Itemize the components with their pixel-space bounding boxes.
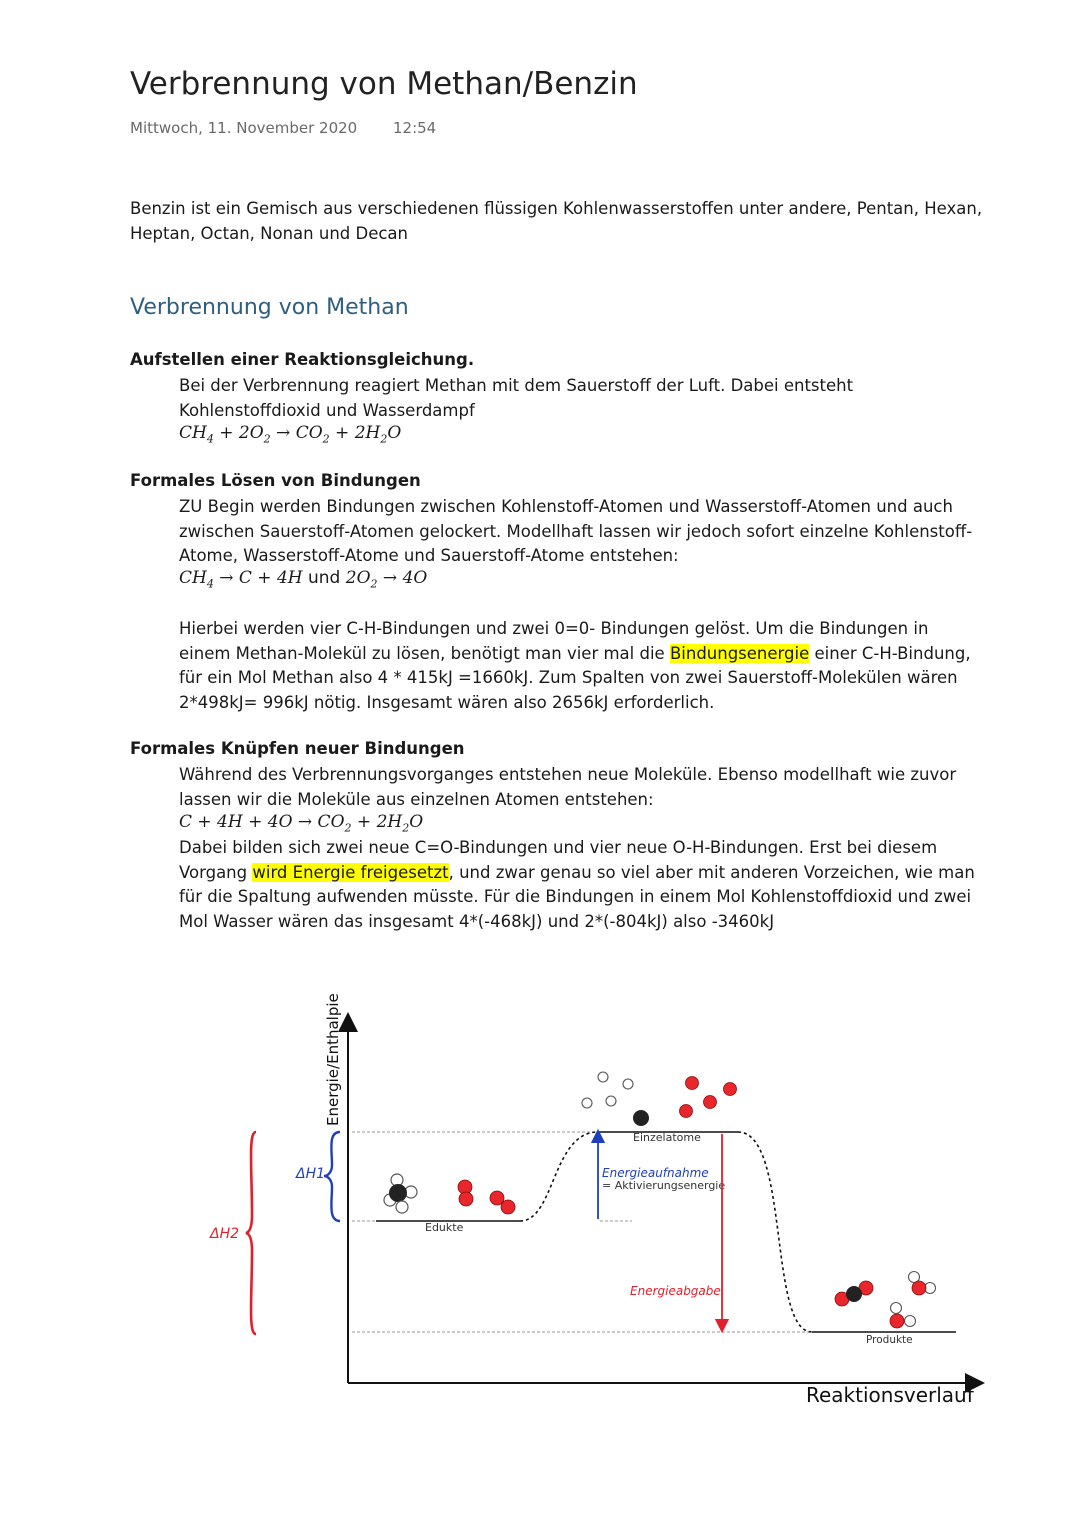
equation-splitting: $CH_4 \to C + 4H$ und $2O_2 \to 4O$: [179, 568, 428, 591]
dh1-label: ΔH1: [296, 1166, 326, 1182]
edukte-label: Edukte: [425, 1221, 464, 1234]
loesen-text: ZU Begin werden Bindungen zwischen Kohlenstoff-Atomen und Wasserstoff-Atomen und auch zwischen Sauerstoff-Atomen gelockert. Modellhaft lassen wir jedoch sofort einzelne Kohlenstoff-Atome, Wasserstoff-Atome und Sauerstoff-Atome entstehen:: [179, 497, 973, 565]
dh2-brace: [246, 1132, 256, 1334]
equation-forming: $C + 4H + 4O \to CO_2 + 2H_2O$: [179, 812, 424, 835]
energieaufnahme-label: Energieaufnahme: [602, 1166, 709, 1180]
dh1-brace: [324, 1132, 340, 1221]
knuepfen-energy-text: Dabei bilden sich zwei neue C=O-Bindungen und vier neue O-H-Bindungen. Erst bei diesem Vorgang wird Energie freigesetzt, und zwar genau so viel aber mit anderen Vorzeichen, wie man für die Spaltung aufwenden müsste. Für die Bindungen in einem Mol Kohlenstoffdioxid und zwei Mol Wasser wären das insgesamt 4*(-468kJ) und 2*(-804kJ) also -3460kJ: [179, 838, 975, 931]
loesen-energy-text: Hierbei werden vier C-H-Bindungen und zwei 0=0- Bindungen gelöst. Um die Bindungen in einem Methan-Molekül zu lösen, benötigt man vier mal die Bindungsenergie einer C-H-Bindung, für ein Mol Methan also 4 * 415kJ =1660kJ. Zum Spalten von zwei Sauerstoff-Molekülen wären 2*498kJ= 996kJ nötig. Insgesamt wären also 2656kJ erforderlich.: [179, 619, 971, 712]
water-molecule: [909, 1272, 936, 1296]
note-date: Mittwoch, 11. November 2020: [130, 119, 358, 137]
section-title: Verbrennung von Methan: [130, 295, 409, 320]
knuepfen-text: Während des Verbrennungsvorganges entstehen neue Moleküle. Ebenso modellhaft wie zuvor lassen wir die Moleküle aus einzelnen Atomen entstehen:: [179, 765, 957, 809]
hydrogen-atoms: [582, 1072, 633, 1108]
dh2-label: ΔH2: [210, 1226, 240, 1242]
highlight-energie-freigesetzt: wird Energie freigesetzt: [252, 862, 449, 882]
transition-curve-up: [520, 1132, 598, 1221]
y-axis-label: Energie/Enthalpie: [324, 993, 342, 1126]
water-molecule: [890, 1303, 916, 1329]
heading-loesen: Formales Lösen von Bindungen: [130, 471, 421, 490]
reaktionsgleichung-text: Bei der Verbrennung reagiert Methan mit dem Sauerstoff der Luft. Dabei entsteht Kohlenstoffdioxid und Wasserdampf: [179, 376, 854, 420]
intro-paragraph: Benzin ist ein Gemisch aus verschiedenen flüssigen Kohlenwasserstoffen unter andere, Pentan, Hexan, Heptan, Octan, Nonan und Decan: [130, 199, 983, 243]
energieabgabe-label: Energieabgabe: [630, 1284, 721, 1298]
highlight-bindungsenergie: Bindungsenergie: [669, 643, 810, 663]
oxygen-molecule: [490, 1191, 515, 1214]
einzelatome-label: Einzelatome: [633, 1131, 701, 1144]
produkte-label: Produkte: [866, 1334, 913, 1346]
oxygen-atoms: [680, 1077, 737, 1118]
x-axis-label: Reaktionsverlauf: [806, 1383, 974, 1407]
aktivierungsenergie-label: = Aktivierungsenergie: [602, 1179, 726, 1192]
co2-molecule: [835, 1281, 873, 1306]
heading-knuepfen: Formales Knüpfen neuer Bindungen: [130, 739, 465, 758]
heading-reaktionsgleichung: Aufstellen einer Reaktionsgleichung.: [130, 350, 475, 369]
oxygen-molecule: [458, 1180, 473, 1206]
methane-molecule: [384, 1174, 417, 1213]
page-title: Verbrennung von Methan/Benzin: [130, 66, 638, 102]
equation-combustion: $CH_4 + 2O_2 \to CO_2 + 2H_2O$: [179, 423, 402, 446]
transition-curve-down: [738, 1132, 812, 1332]
note-time: 12:54: [393, 119, 437, 137]
carbon-atom: [633, 1110, 649, 1126]
